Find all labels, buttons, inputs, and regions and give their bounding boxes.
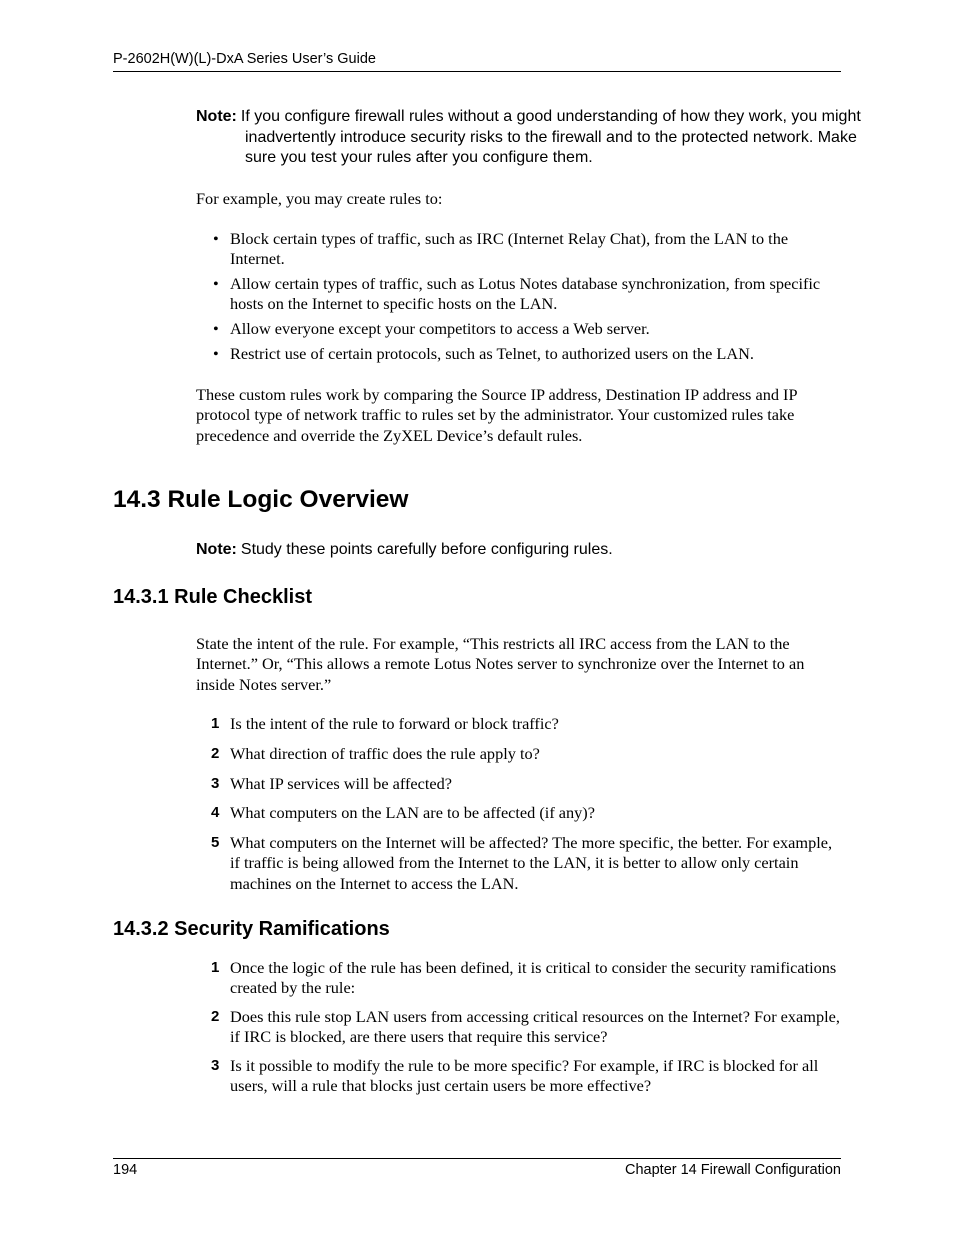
bullet-icon: • bbox=[213, 343, 219, 363]
list-item-text: Block certain types of traffic, such as IRC (Internet Relay Chat), from the LAN to the Internet. bbox=[230, 229, 789, 269]
note-study-points bbox=[196, 540, 841, 561]
bullet-icon: • bbox=[213, 274, 219, 294]
list-item bbox=[211, 714, 843, 734]
list-item bbox=[213, 319, 843, 339]
list-item-text: Is the intent of the rule to forward or block traffic? bbox=[230, 714, 559, 733]
bullet-icon: • bbox=[213, 229, 219, 248]
note-text: Study these points carefully before configuring rules. bbox=[240, 541, 613, 558]
list-item-text: What IP services will be affected? bbox=[230, 773, 452, 793]
example-rules-list bbox=[213, 229, 843, 369]
checklist-intro-paragraph: State the intent of the rule. For example, “This restricts all IRC access from the LAN to the Internet.” Or, “This allows a remote Lotus Notes server to synchronize over the Internet to an inside Notes server.” bbox=[196, 634, 805, 694]
list-item-text: Does this rule stop LAN users from accessing critical resources on the Internet? For example, if IRC is blocked, are there users that require this service? bbox=[230, 1007, 840, 1047]
list-number: 3 bbox=[211, 774, 220, 792]
footer-chapter-title: Chapter 14 Firewall Configuration bbox=[625, 1162, 841, 1178]
list-item-text: Allow certain types of traffic, such as Lotus Notes database synchronization, from specific hosts on the Internet to specific hosts on the LAN. bbox=[230, 274, 821, 314]
note-label: Note: bbox=[196, 108, 237, 125]
running-header-title: P-2602H(W)(L)-DxA Series User’s Guide bbox=[113, 51, 376, 67]
list-item-text: What direction of traffic does the rule apply to? bbox=[230, 743, 540, 763]
list-item bbox=[213, 344, 843, 364]
list-item bbox=[211, 833, 843, 894]
list-number: 2 bbox=[211, 744, 220, 762]
list-number: 3 bbox=[211, 1057, 220, 1075]
list-item bbox=[211, 803, 843, 823]
subsection-heading-checklist: 14.3.1 Rule Checklist bbox=[113, 586, 312, 608]
list-number: 5 bbox=[211, 834, 220, 852]
list-number: 1 bbox=[211, 959, 220, 976]
list-item bbox=[211, 1056, 843, 1097]
list-item bbox=[213, 229, 843, 270]
list-item-text: Restrict use of certain protocols, such as Telnet, to authorized users on the LAN. bbox=[230, 343, 754, 363]
checklist-list bbox=[211, 714, 843, 904]
list-item bbox=[213, 274, 843, 315]
list-item bbox=[211, 958, 843, 999]
list-number: 1 bbox=[211, 715, 220, 732]
list-item-text: Once the logic of the rule has been defined, it is critical to consider the security ramifications created by the rule: bbox=[230, 958, 837, 998]
list-item bbox=[211, 744, 843, 764]
list-item-text: Is it possible to modify the rule to be more specific? For example, if IRC is blocked for all users, will a rule that blocks just certain users be more effective? bbox=[230, 1056, 819, 1096]
list-item-text: What computers on the Internet will be affected? The more specific, the better. For example, if traffic is being allowed from the Internet to the LAN, it is better to allow only certain machines on the Internet to access the LAN. bbox=[230, 833, 833, 893]
subsection-heading-security: 14.3.2 Security Ramifications bbox=[113, 918, 390, 940]
section-heading: 14.3 Rule Logic Overview bbox=[113, 486, 409, 513]
list-item-text: What computers on the LAN are to be affected (if any)? bbox=[230, 803, 595, 823]
note-text: If you configure firewall rules without a good understanding of how they work, you might inadvertently introduce security risks to the firewall and to the protected network. Make sure you test your rules after you configure them. bbox=[240, 108, 861, 166]
custom-rules-paragraph: These custom rules work by comparing the Source IP address, Destination IP address and IP protocol type of network traffic to rules set by the administrator. Your customized rules take precedence and override the ZyXEL Device’s default rules. bbox=[196, 385, 797, 445]
list-number: 2 bbox=[211, 1008, 220, 1026]
page-number: 194 bbox=[113, 1162, 138, 1178]
intro-paragraph: For example, you may create rules to: bbox=[196, 189, 443, 208]
footer-divider bbox=[113, 1158, 841, 1159]
list-item bbox=[211, 1007, 843, 1048]
header-divider bbox=[113, 71, 841, 72]
list-item-text: Allow everyone except your competitors to access a Web server. bbox=[230, 319, 650, 339]
list-item bbox=[211, 774, 843, 794]
bullet-icon: • bbox=[213, 319, 219, 339]
note-label: Note: bbox=[196, 541, 237, 558]
note-firewall-warning bbox=[196, 107, 890, 169]
security-list bbox=[211, 958, 843, 1105]
list-number: 4 bbox=[211, 804, 220, 822]
